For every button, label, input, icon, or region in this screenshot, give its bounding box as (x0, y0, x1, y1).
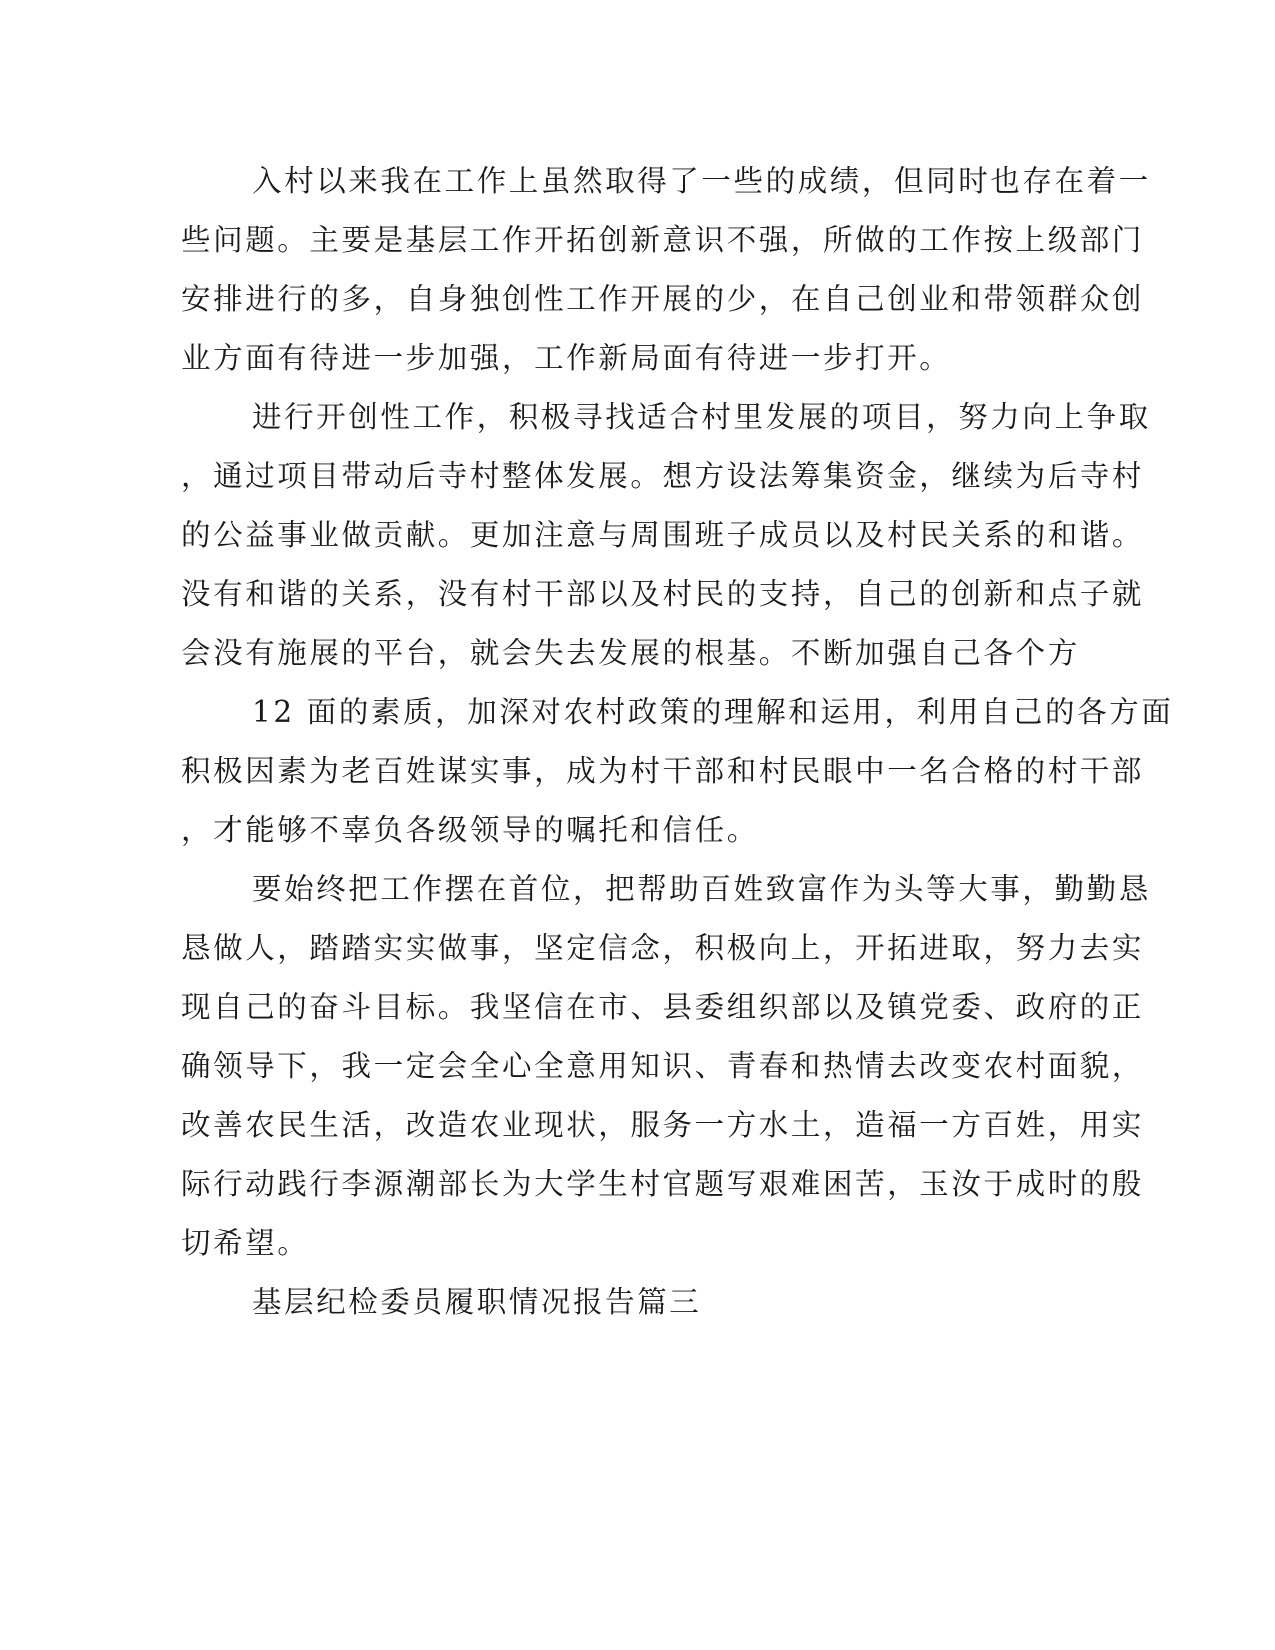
text-line: 业方面有待进一步加强，工作新局面有待进一步打开。 (181, 341, 952, 375)
text-line: 改善农民生活，改造农业现状，服务一方水土，造福一方百姓，用实 (181, 1108, 1145, 1142)
text-line: 切希望。 (181, 1226, 310, 1260)
text-line: 进行开创性工作，积极寻找适合村里发展的项目，努力向上争取 (252, 400, 1151, 434)
text-line: 际行动践行李源潮部长为大学生村官题写艰难困苦，玉汝于成时的殷 (181, 1167, 1145, 1201)
text-line: 安排进行的多，自身独创性工作开展的少，在自己创业和带领群众创 (181, 282, 1145, 316)
text-line: 会没有施展的平台，就会失去发展的根基。不断加强自己各个方 (181, 636, 1080, 670)
text-line: 入村以来我在工作上虽然取得了一些的成绩，但同时也存在着一 (252, 164, 1151, 198)
text-line: ，才能够不辜负各级领导的嘱托和信任。 (181, 813, 759, 847)
text-line: 没有和谐的关系，没有村干部以及村民的支持，自己的创新和点子就 (181, 577, 1145, 611)
text-line: 12 面的素质，加深对农村政策的理解和运用，利用自己的各方面 (252, 695, 1174, 729)
text-line: ，通过项目带动后寺村整体发展。想方设法筹集资金，继续为后寺村 (181, 459, 1145, 493)
text-line: 恳做人，踏踏实实做事，坚定信念，积极向上，开拓进取，努力去实 (181, 931, 1145, 965)
text-line: 现自己的奋斗目标。我坚信在市、县委组织部以及镇党委、政府的正 (181, 990, 1145, 1024)
text-line: 要始终把工作摆在首位，把帮助百姓致富作为头等大事，勤勤恳 (252, 872, 1151, 906)
text-line: 确领导下，我一定会全心全意用知识、青春和热情去改变农村面貌， (181, 1049, 1145, 1083)
section-heading: 基层纪检委员履职情况报告篇三 (252, 1285, 702, 1319)
text-line: 些问题。主要是基层工作开拓创新意识不强，所做的工作按上级部门 (181, 223, 1145, 257)
text-line: 积极因素为老百姓谋实事，成为村干部和村民眼中一名合格的村干部 (181, 754, 1145, 788)
text-line: 的公益事业做贡献。更加注意与周围班子成员以及村民关系的和谐。 (181, 518, 1145, 552)
